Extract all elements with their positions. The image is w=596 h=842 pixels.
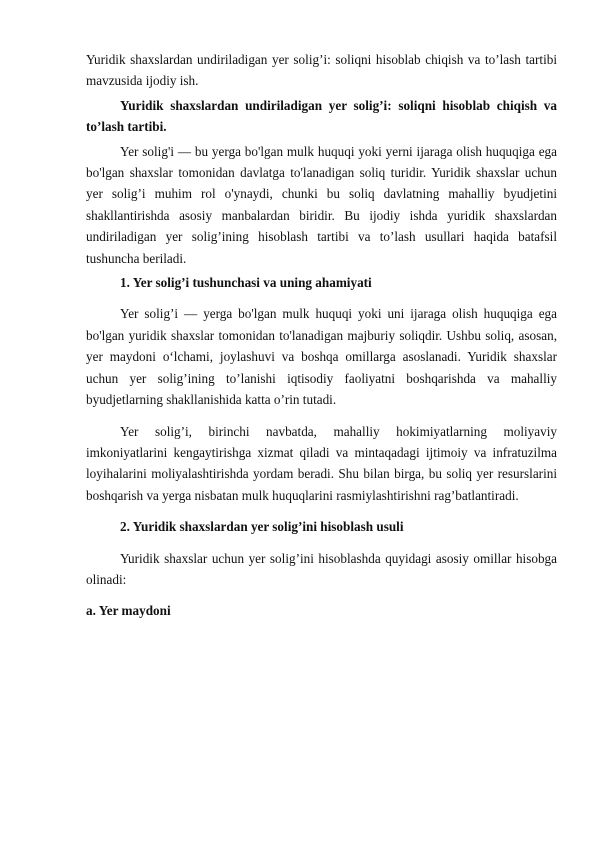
paragraph-1: Yer solig'i — bu yerga bo'lgan mulk huquqi yoki yerni ijaraga olish huquqiga ega bo'lgan shaxslar tomonidan davlatga to'lanadigan soliq turidir. Yuridik shaxslar uchun yer solig’i muhim rol o'ynaydi, chunki bu soliq davlatning mahalliy byudjetini shakllantirishda asosiy manbalardan biridir. Bu ijodiy ishda yuridik shaxslardan undiriladigan yer solig’ining hisoblash tartibi va to’lash usullari haqida batafsil tushuncha beriladi. xyxy=(86,143,557,266)
intro-text: Yuridik shaxslardan undiriladigan yer solig’i: soliqni hisoblab chiqish va to’lash tartibi mavzusida ijodiy ish. xyxy=(86,52,557,89)
paragraph-2: Yer solig’i — yerga bo'lgan mulk huquqi yoki uni ijaraga olish huquqiga ega bo'lgan yuridik shaxslar tomonidan to'lanadigan majburiy soliqdir. Ushbu soliq, asosan, yer maydoni o‘lchami, joylashuvi va boshqa omillarga asoslanadi. Yuridik shaxslar uchun yer solig’ining to’lanishi iqtisodiy faoliyatni boshqarishda va mahalliy byudjetlarning shakllanishida katta o’rin tutadi. xyxy=(86,306,557,408)
paragraph-3: Yer solig’i, birinchi navbatda, mahalliy hokimiyatlarning moliyaviy imkoniyatlarini kengaytirishga xizmat qiladi va mintaqadagi ijtimoiy va infratuzilma loyihalarini moliyalashtirishda yordam beradi. Shu bilan birga, bu soliq yer resurslarini boshqarish va yerga nisbatan mulk huquqlarini rasmiylashtirishni rag’batlantiradi. xyxy=(86,423,557,503)
paragraph-4: Yuridik shaxslar uchun yer solig’ini hisoblashda quyidagi asosiy omillar hisobga olinadi: xyxy=(86,550,557,587)
heading-2: 2. Yuridik shaxslardan yer solig’ini hisoblash usuli xyxy=(120,519,404,535)
subheading-a: a. Yer maydoni xyxy=(86,603,171,619)
document-title: Yuridik shaxslardan undiriladigan yer solig’i: soliqni hisoblab chiqish va to’lash tartibi. xyxy=(86,97,557,135)
document-page xyxy=(86,49,557,622)
heading-1: 1. Yer solig’i tushunchasi va uning ahamiyati xyxy=(120,275,372,291)
